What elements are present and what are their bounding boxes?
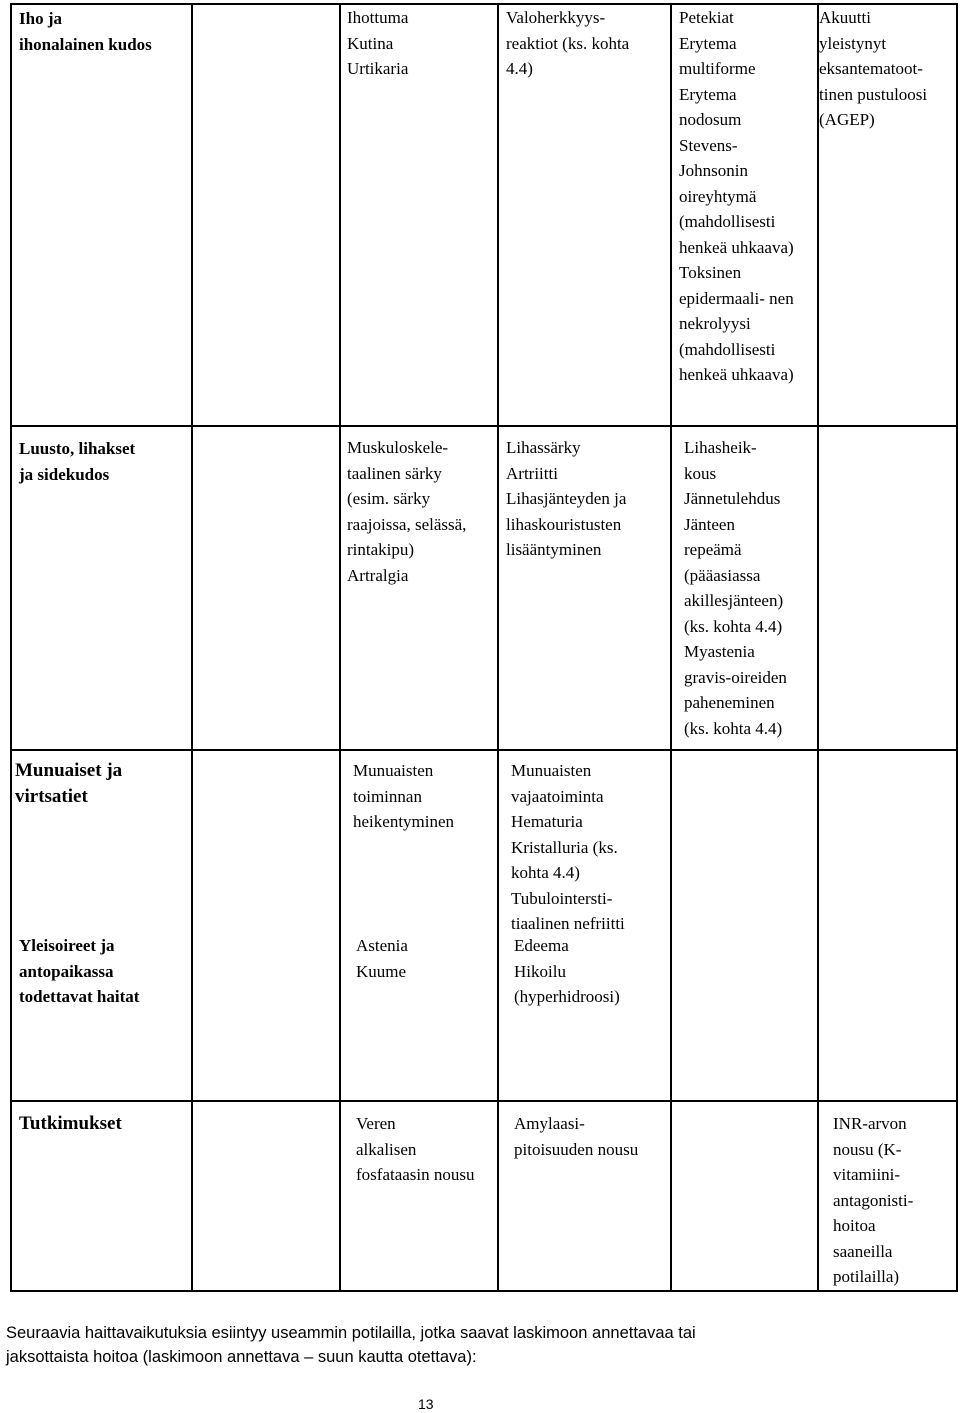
column-divider bbox=[191, 3, 193, 1292]
frequency-cell-common: Munuaisten toiminnan heikentyminen bbox=[353, 761, 455, 831]
adverse-effects-table bbox=[10, 3, 958, 1292]
frequency-cell-uncommon: Munuaisten vajaatoiminta Hematuria Kristalluria (ks. kohta 4.4) Tubulointersti- tiaalinen nefriitti bbox=[511, 761, 625, 933]
column-divider bbox=[817, 3, 819, 1292]
frequency-cell-rare: Lihasheik- kous Jännetulehdus Jänteen repeämä (pääasiassa akillesjänteen) (ks. kohta 4.4) Myastenia gravis-oireiden paheneminen (ks. kohta 4.4) bbox=[684, 438, 787, 738]
row-divider bbox=[10, 1100, 958, 1102]
frequency-cell-common: Veren alkalisen fosfataasin nousu bbox=[356, 1114, 475, 1184]
column-divider bbox=[339, 3, 341, 1292]
row-divider bbox=[10, 749, 958, 751]
frequency-cell-common: Muskuloskele- taalinen särky (esim. särky raajoissa, selässä, rintakipu) Artralgia bbox=[347, 438, 467, 585]
column-divider bbox=[497, 3, 499, 1292]
frequency-cell-very-rare: INR-arvon nousu (K- vitamiini- antagonisti- hoitoa saaneilla potilailla) bbox=[833, 1114, 914, 1286]
column-divider bbox=[670, 3, 672, 1292]
frequency-cell-uncommon: Valoherkkyys- reaktiot (ks. kohta 4.4) bbox=[506, 8, 630, 78]
organ-class-cell: Yleisoireet ja antopaikassa todettavat haitat bbox=[19, 936, 140, 1006]
organ-class-cell: Iho ja ihonalainen kudos bbox=[19, 9, 152, 54]
frequency-cell-common: Ihottuma Kutina Urtikaria bbox=[347, 8, 409, 78]
organ-class-cell: Munuaiset ja virtsatiet bbox=[15, 760, 123, 807]
frequency-cell-uncommon: Lihassärky Artriitti Lihasjänteyden ja lihaskouristusten lisääntyminen bbox=[506, 438, 627, 559]
frequency-cell-uncommon: Amylaasi- pitoisuuden nousu bbox=[514, 1114, 639, 1159]
frequency-cell-very-rare: Akuutti yleistynyt eksantematoot- tinen pustuloosi (AGEP) bbox=[819, 8, 928, 129]
frequency-cell-common: Astenia Kuume bbox=[356, 936, 408, 981]
organ-class-cell: Tutkimukset bbox=[19, 1113, 122, 1134]
frequency-cell-rare: Petekiat Erytema multiforme Erytema nodosum Stevens- Johnsonin oireyhtymä (mahdollisesti henkeä uhkaava) Toksinen epidermaali- nen nekrolyysi (mahdollisesti henkeä uhkaava) bbox=[679, 8, 794, 384]
footer-paragraph: Seuraavia haittavaikutuksia esiintyy useammin potilailla, jotka saavat laskimoon annettavaa tai jaksottaista hoitoa (laskimoon annettava – suun kautta otettava): bbox=[6, 1324, 696, 1366]
page-number: 13 bbox=[418, 1396, 434, 1412]
frequency-cell-uncommon: Edeema Hikoilu (hyperhidroosi) bbox=[514, 936, 620, 1006]
organ-class-cell: Luusto, lihakset ja sidekudos bbox=[19, 439, 136, 484]
row-divider bbox=[10, 425, 958, 427]
